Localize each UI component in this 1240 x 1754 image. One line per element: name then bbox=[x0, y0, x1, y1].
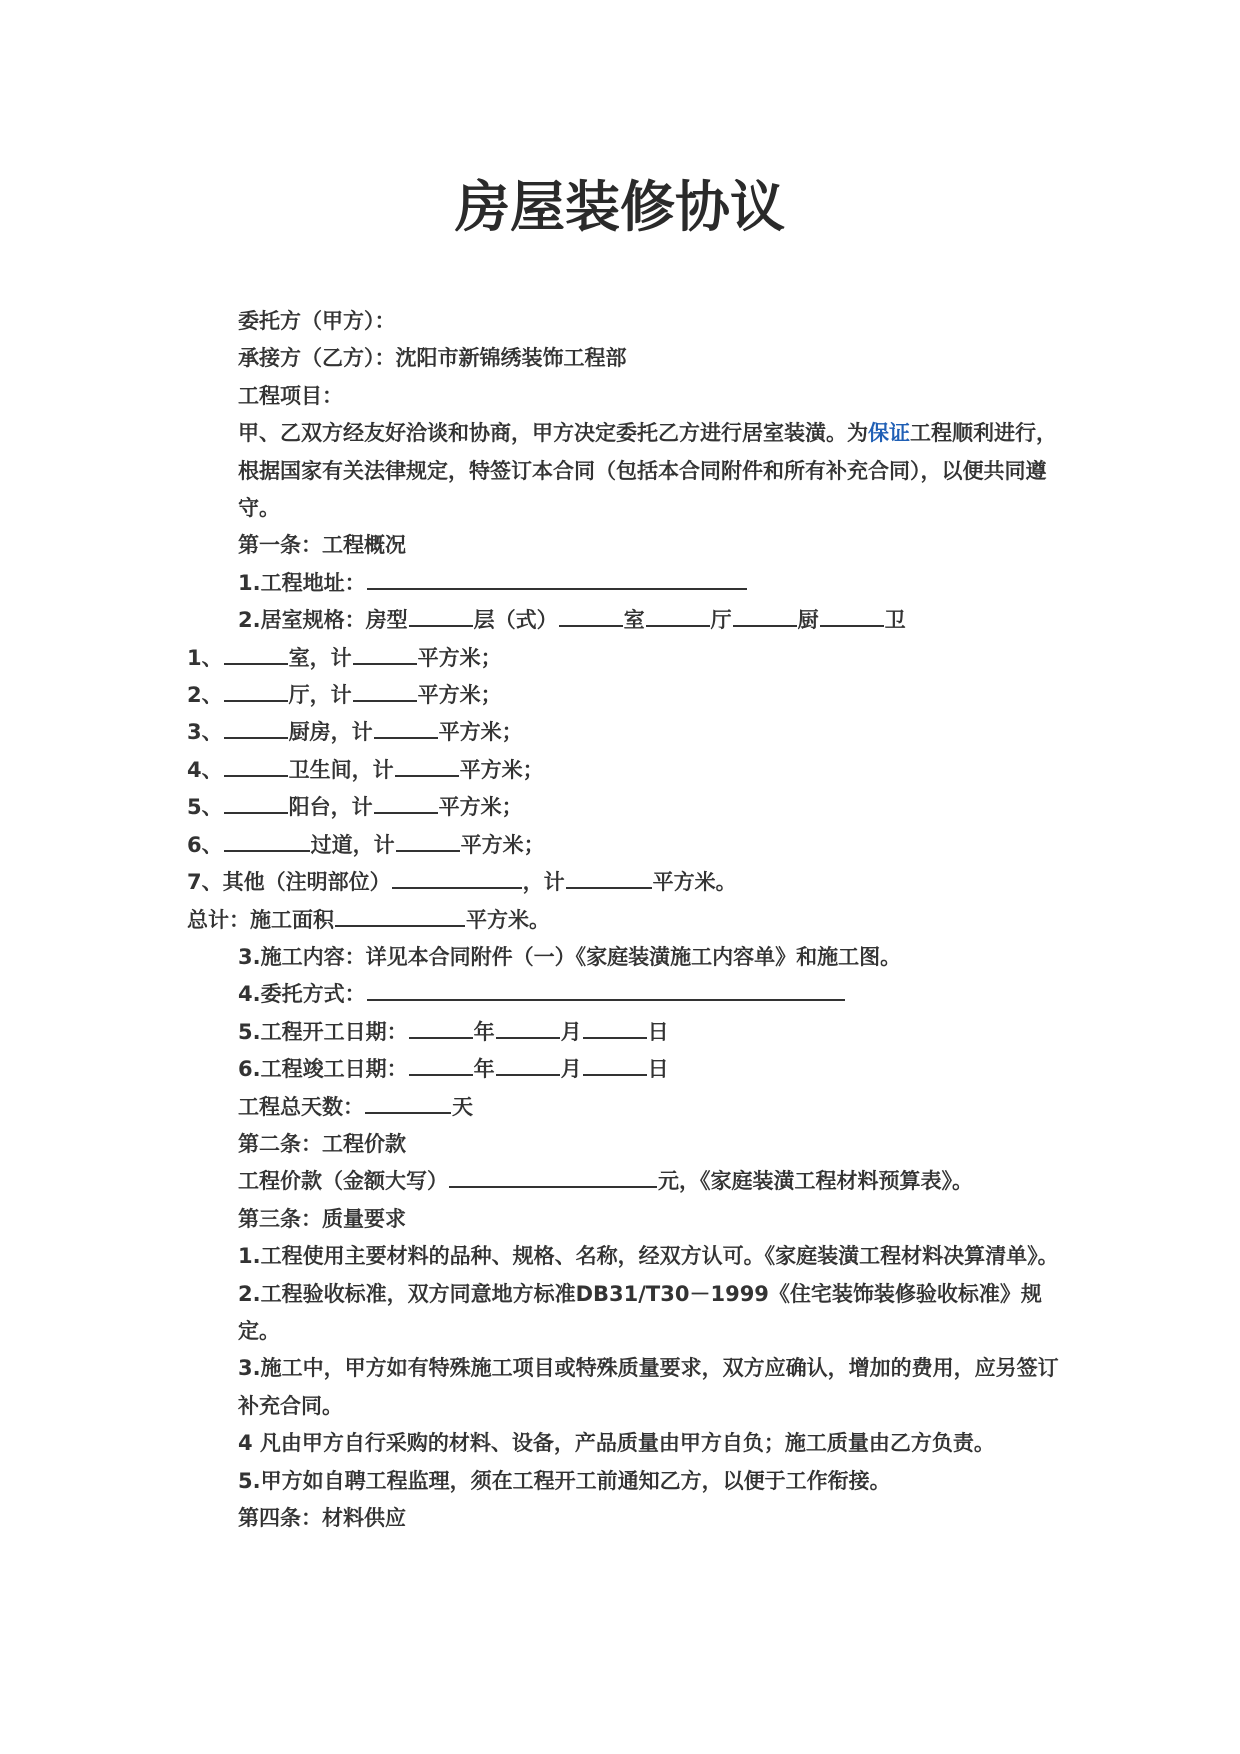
room-line bbox=[187, 677, 1067, 714]
article-3-heading: 第三条：质量要求 bbox=[238, 1206, 406, 1231]
room-unit: 平方米； bbox=[438, 720, 523, 745]
document-body bbox=[187, 303, 1067, 1537]
days-unit: 天 bbox=[452, 1094, 473, 1119]
blank[interactable] bbox=[409, 1017, 473, 1039]
quality-item: 3.施工中，甲方如有特殊施工项目或特殊质量要求，双方应确认，增加的费用，应另签订补充合同。 bbox=[238, 1356, 1059, 1418]
room-num: 3、 bbox=[187, 720, 223, 745]
blank[interactable] bbox=[224, 680, 288, 702]
other-label: 7、其他（注明部位） bbox=[187, 870, 391, 895]
room-line bbox=[187, 714, 1067, 751]
blank[interactable] bbox=[374, 717, 438, 739]
method-blank[interactable] bbox=[367, 979, 845, 1001]
blank[interactable] bbox=[559, 605, 623, 627]
layout-wei: 卫 bbox=[884, 608, 906, 633]
party-b-line: 承接方（乙方）：沈阳市新锦绣装饰工程部 bbox=[238, 346, 627, 371]
quality-item: 4 凡由甲方自行采购的材料、设备，产品质量由甲方自负；施工质量由乙方负责。 bbox=[238, 1431, 995, 1456]
year-label: 年 bbox=[473, 1057, 495, 1082]
address-label: 1.工程地址： bbox=[238, 570, 366, 595]
room-unit: 平方米； bbox=[417, 683, 502, 708]
party-a-line: 委托方（甲方）： bbox=[238, 309, 396, 333]
start-date-line bbox=[187, 1014, 1067, 1051]
article-4-heading: 第四条：材料供应 bbox=[238, 1506, 406, 1530]
blank[interactable] bbox=[353, 680, 417, 702]
price-line bbox=[187, 1163, 1067, 1200]
blank[interactable] bbox=[395, 755, 459, 777]
layout-line bbox=[187, 602, 1067, 639]
month-label: 月 bbox=[560, 1057, 582, 1082]
blank[interactable] bbox=[496, 1054, 560, 1076]
blank[interactable] bbox=[396, 830, 460, 852]
layout-shi: 室 bbox=[623, 608, 645, 633]
intro-text-1: 甲、乙双方经友好洽谈和协商，甲方决定委托乙方进行居室装潢。为 bbox=[238, 421, 868, 446]
blank[interactable] bbox=[583, 1054, 647, 1076]
layout-chu: 厨 bbox=[797, 608, 819, 633]
layout-ting: 厅 bbox=[710, 608, 732, 633]
blank[interactable] bbox=[224, 755, 288, 777]
room-unit: 平方米； bbox=[459, 757, 544, 782]
layout-label: 2.居室规格：房型 bbox=[238, 608, 408, 633]
start-label: 5.工程开工日期： bbox=[238, 1019, 408, 1044]
day-label: 日 bbox=[647, 1019, 669, 1044]
other-line bbox=[187, 864, 1067, 901]
room-line bbox=[187, 789, 1067, 826]
document-title: 房屋装修协议 bbox=[454, 174, 785, 239]
room-line bbox=[187, 640, 1067, 677]
blank[interactable] bbox=[583, 1017, 647, 1039]
room-unit: 平方米； bbox=[460, 832, 545, 857]
room-num: 4、 bbox=[187, 757, 223, 782]
room-num: 2、 bbox=[187, 683, 223, 708]
total-line bbox=[187, 902, 1067, 939]
room-name: 厨房，计 bbox=[288, 720, 373, 745]
content-line: 3.施工内容：详见本合同附件（一）《家庭装潢施工内容单》和施工图。 bbox=[238, 944, 902, 969]
room-name: 过道，计 bbox=[310, 832, 395, 857]
method-line bbox=[187, 976, 1067, 1013]
price-tail: 元，《家庭装潢工程材料预算表》。 bbox=[658, 1169, 973, 1194]
layout-ceng: 层（式） bbox=[473, 608, 558, 633]
method-label: 4.委托方式： bbox=[238, 982, 366, 1007]
quality-item: 1.工程使用主要材料的品种、规格、名称，经双方认可。《家庭装潢工程材料决算清单》。 bbox=[238, 1244, 1059, 1269]
total-days-line bbox=[187, 1089, 1067, 1126]
blank[interactable] bbox=[224, 643, 288, 665]
room-line bbox=[187, 752, 1067, 789]
blank[interactable] bbox=[409, 605, 473, 627]
blank[interactable] bbox=[496, 1017, 560, 1039]
year-label: 年 bbox=[473, 1019, 495, 1044]
room-name: 卫生间，计 bbox=[288, 757, 394, 782]
blank[interactable] bbox=[224, 830, 310, 852]
room-num: 6、 bbox=[187, 832, 223, 857]
blank[interactable] bbox=[646, 605, 710, 627]
blank[interactable] bbox=[392, 867, 522, 889]
blank[interactable] bbox=[365, 1092, 451, 1114]
guarantee-link[interactable]: 保证 bbox=[868, 421, 910, 446]
blank[interactable] bbox=[733, 605, 797, 627]
room-unit: 平方米； bbox=[438, 795, 523, 820]
blank[interactable] bbox=[335, 905, 465, 927]
total-label: 总计：施工面积 bbox=[187, 907, 334, 932]
blank[interactable] bbox=[409, 1054, 473, 1076]
room-num: 1、 bbox=[187, 645, 223, 670]
blank[interactable] bbox=[566, 867, 652, 889]
month-label: 月 bbox=[560, 1019, 582, 1044]
end-date-line bbox=[187, 1051, 1067, 1088]
blank[interactable] bbox=[224, 792, 288, 814]
room-name: 室，计 bbox=[288, 645, 352, 670]
price-blank[interactable] bbox=[449, 1166, 657, 1188]
blank[interactable] bbox=[374, 792, 438, 814]
total-unit: 平方米。 bbox=[466, 907, 550, 932]
room-unit: 平方米； bbox=[417, 645, 502, 670]
blank[interactable] bbox=[820, 605, 884, 627]
end-label: 6.工程竣工日期： bbox=[238, 1057, 408, 1082]
day-label: 日 bbox=[647, 1057, 669, 1082]
room-line bbox=[187, 827, 1067, 864]
article-1-heading: 第一条：工程概况 bbox=[238, 533, 406, 558]
days-label: 工程总天数： bbox=[238, 1094, 364, 1119]
quality-item: 2.工程验收标准，双方同意地方标准DB31/T30－1999《住宅装饰装修验收标准》规定。 bbox=[238, 1281, 1042, 1343]
project-line: 工程项目： bbox=[238, 383, 343, 408]
quality-item: 5.甲方如自聘工程监理，须在工程开工前通知乙方，以便于工作衔接。 bbox=[238, 1468, 891, 1493]
article-2-heading: 第二条：工程价款 bbox=[238, 1131, 406, 1156]
room-num: 5、 bbox=[187, 795, 223, 820]
room-name: 厅，计 bbox=[288, 683, 352, 708]
other-mid: ，计 bbox=[522, 870, 565, 895]
intro-text-2: 工程顺利进行，根据国家有关法律规定，特签订本合同（包括本合同附件和所有补充合同），以便共同遵守。 bbox=[238, 421, 1057, 521]
intro-paragraph bbox=[187, 415, 1067, 527]
room-name: 阳台，计 bbox=[288, 795, 373, 820]
other-unit: 平方米。 bbox=[652, 870, 737, 895]
address-blank[interactable] bbox=[367, 568, 747, 590]
blank[interactable] bbox=[224, 717, 288, 739]
address-line bbox=[187, 565, 1067, 602]
blank[interactable] bbox=[353, 643, 417, 665]
price-label: 工程价款（金额大写） bbox=[238, 1169, 448, 1194]
